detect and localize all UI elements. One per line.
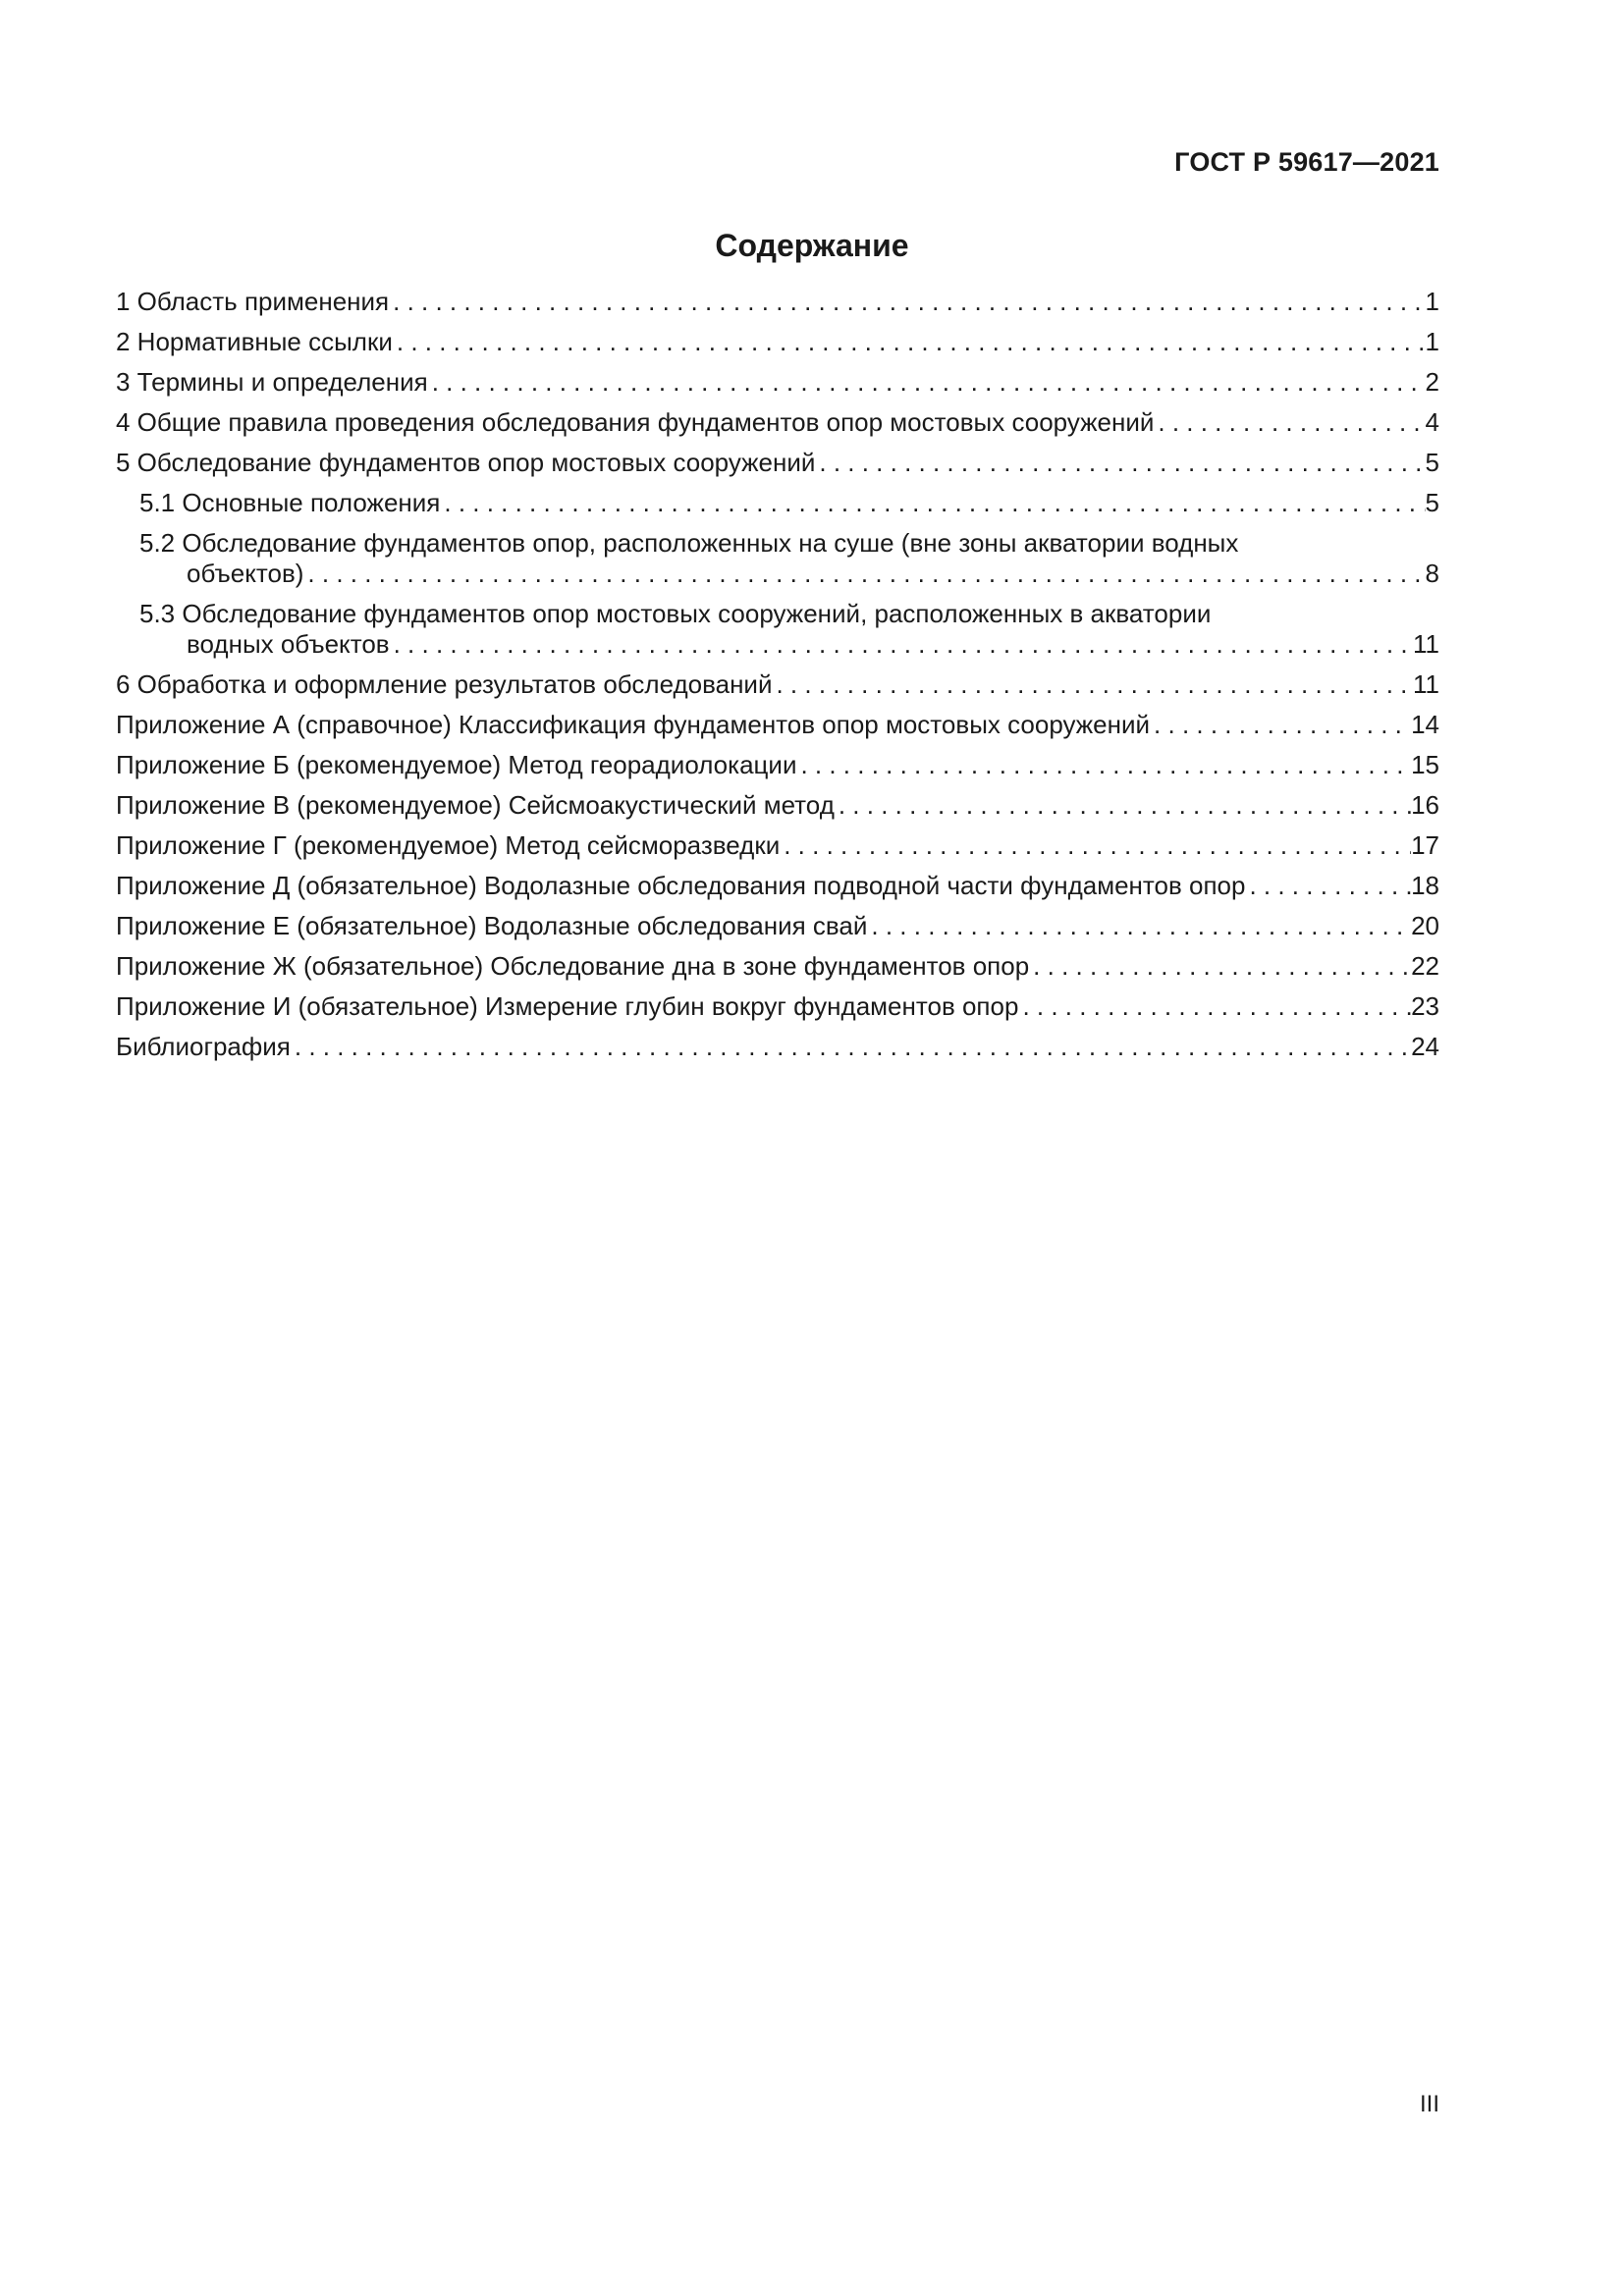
toc-entry-text: 5.3 Обследование фундаментов опор мостовых сооружений, расположенных в акватории <box>139 599 1212 628</box>
toc-entry-appendix-zh[interactable] <box>116 951 1439 982</box>
toc-entry-text: 4 Общие правила проведения обследования фундаментов опор мостовых сооружений <box>116 407 1155 437</box>
toc-entry-appendix-d[interactable] <box>116 871 1439 901</box>
toc-entry-page: 1 <box>1425 287 1439 316</box>
dot-leader <box>1018 991 1411 1022</box>
toc-entry-text: Приложение Г (рекомендуемое) Метод сейсморазведки <box>116 830 781 860</box>
toc-entry-text: Приложение Е (обязательное) Водолазные обследования свай <box>116 911 868 940</box>
dot-leader <box>1154 407 1425 438</box>
toc-entry-text: 2 Нормативные ссылки <box>116 327 393 356</box>
toc-entry-page: 4 <box>1425 407 1439 437</box>
dot-leader <box>1245 871 1411 901</box>
dot-leader <box>393 327 1426 357</box>
toc-entry-page: 17 <box>1411 830 1439 860</box>
toc-entry-appendix-b[interactable] <box>116 750 1439 780</box>
dot-leader <box>428 367 1426 398</box>
dot-leader <box>390 629 1413 660</box>
toc-entry-appendix-a[interactable] <box>116 710 1439 740</box>
toc-entry-page: 23 <box>1411 991 1439 1021</box>
table-of-contents <box>116 287 1439 1072</box>
dot-leader <box>780 830 1411 861</box>
toc-entry-page: 18 <box>1411 871 1439 900</box>
toc-entry-page: 2 <box>1425 367 1439 397</box>
toc-entry-page: 14 <box>1411 710 1439 739</box>
toc-entry-text: Приложение Д (обязательное) Водолазные обследования подводной части фундаментов опор <box>116 871 1246 900</box>
toc-entry-text-continued: объектов) <box>187 559 304 588</box>
toc-entry-appendix-g[interactable] <box>116 830 1439 861</box>
dot-leader <box>835 790 1411 821</box>
toc-entry-text: 5.2 Обследование фундаментов опор, расположенных на суше (вне зоны акватории водных <box>139 528 1239 558</box>
toc-entry-page: 1 <box>1425 327 1439 356</box>
toc-entry-appendix-v[interactable] <box>116 790 1439 821</box>
toc-entry-text: Приложение В (рекомендуемое) Сейсмоакустический метод <box>116 790 835 820</box>
toc-entry-4[interactable] <box>116 407 1439 438</box>
toc-entry-page: 8 <box>1425 559 1439 588</box>
toc-entry-page: 20 <box>1411 911 1439 940</box>
toc-title: Содержание <box>715 228 909 263</box>
toc-entry-page: 5 <box>1425 488 1439 517</box>
toc-entry-5[interactable] <box>116 448 1439 478</box>
toc-entry-appendix-i[interactable] <box>116 991 1439 1022</box>
toc-entry-appendix-e[interactable] <box>116 911 1439 941</box>
dot-leader <box>796 750 1411 780</box>
toc-entry-text: Приложение А (справочное) Классификация фундаментов опор мостовых сооружений <box>116 710 1151 739</box>
dot-leader <box>867 911 1411 941</box>
toc-entry-page: 11 <box>1413 669 1439 699</box>
dot-leader <box>440 488 1425 518</box>
dot-leader <box>1029 951 1411 982</box>
toc-entry-text: Приложение Б (рекомендуемое) Метод георадиолокации <box>116 750 797 779</box>
toc-entry-6[interactable] <box>116 669 1439 700</box>
document-id: ГОСТ Р 59617—2021 <box>1174 147 1439 177</box>
toc-entry-5-1[interactable] <box>116 488 1439 518</box>
toc-entry-2[interactable] <box>116 327 1439 357</box>
dot-leader <box>772 669 1413 700</box>
dot-leader <box>1150 710 1411 740</box>
dot-leader <box>291 1032 1411 1062</box>
toc-entry-text: 3 Термины и определения <box>116 367 428 397</box>
dot-leader <box>389 287 1425 317</box>
dot-leader <box>815 448 1425 478</box>
toc-entry-text: Приложение Ж (обязательное) Обследование дна в зоне фундаментов опор <box>116 951 1030 981</box>
toc-entry-1[interactable] <box>116 287 1439 317</box>
toc-entry-bibliography[interactable] <box>116 1032 1439 1062</box>
toc-entry-text: 1 Область применения <box>116 287 390 316</box>
toc-entry-text: Библиография <box>116 1032 291 1061</box>
toc-entry-page: 5 <box>1425 448 1439 477</box>
toc-entry-page: 22 <box>1411 951 1439 981</box>
dot-leader <box>303 559 1425 589</box>
toc-entry-page: 16 <box>1411 790 1439 820</box>
toc-entry-3[interactable] <box>116 367 1439 398</box>
page-number: III <box>1419 2091 1439 2117</box>
toc-entry-5-2[interactable] <box>116 528 1439 589</box>
toc-entry-5-3[interactable] <box>116 599 1439 660</box>
toc-entry-page: 15 <box>1411 750 1439 779</box>
toc-entry-page: 24 <box>1411 1032 1439 1061</box>
toc-entry-page: 11 <box>1413 629 1439 659</box>
toc-entry-text-continued: водных объектов <box>187 629 390 659</box>
toc-entry-text: 5.1 Основные положения <box>139 488 441 517</box>
toc-entry-text: 6 Обработка и оформление результатов обследований <box>116 669 773 699</box>
toc-entry-text: Приложение И (обязательное) Измерение глубин вокруг фундаментов опор <box>116 991 1019 1021</box>
toc-entry-text: 5 Обследование фундаментов опор мостовых сооружений <box>116 448 816 477</box>
